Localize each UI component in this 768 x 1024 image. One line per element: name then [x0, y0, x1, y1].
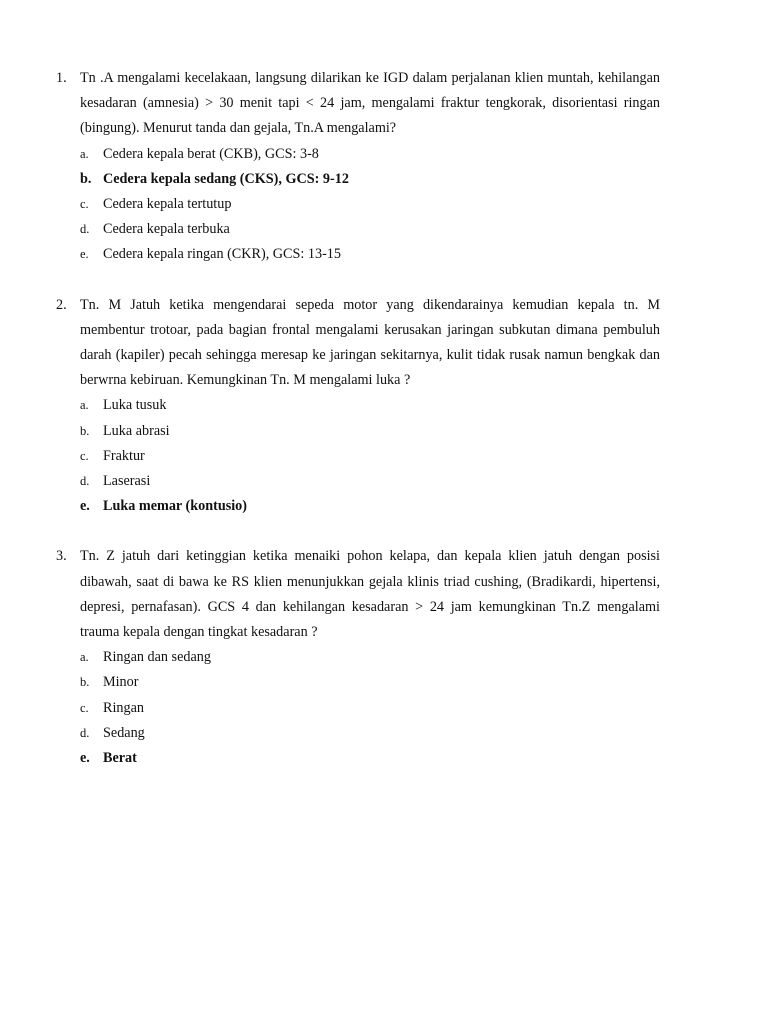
question-number: 3. — [56, 548, 67, 565]
question-2 — [56, 293, 660, 520]
option-text: Luka memar (kontusio) — [103, 498, 247, 515]
option-e — [80, 242, 660, 267]
question-stem — [56, 293, 660, 394]
question-number: 1. — [56, 70, 67, 86]
option-c — [80, 696, 660, 721]
option-text: Berat — [103, 750, 137, 767]
question-text: Tn. M Jatuh ketika mengendarai sepeda motor yang dikendarainya kemudian kepala tn. M membentur trotoar, pada bagian frontal mengalami kerusakan jaringan subkutan dimana pembuluh darah (kapiler) pecah sehingga meresap ke jaringan sekitarnya, kulit tidak rusak namun bengkak dan berwrna kebiruan. Kemungkinan Tn. M mengalami luka ? — [80, 296, 660, 389]
option-list — [56, 142, 660, 268]
option-letter: d. — [80, 474, 90, 489]
option-text: Cedera kepala berat (CKB), GCS: 3-8 — [103, 145, 319, 162]
option-letter: c. — [80, 197, 89, 212]
option-text: Sedang — [103, 724, 145, 741]
option-text: Minor — [103, 674, 139, 691]
question-stem — [56, 544, 660, 645]
option-letter: a. — [80, 146, 89, 161]
option-letter: a. — [80, 398, 89, 413]
option-d — [80, 721, 660, 746]
option-a — [80, 393, 660, 418]
option-e-correct — [80, 494, 660, 519]
option-text: Laserasi — [103, 473, 151, 490]
option-letter: c. — [80, 448, 89, 463]
option-letter: d. — [80, 222, 90, 237]
option-letter: e. — [80, 750, 90, 767]
option-text: Cedera kepala tertutup — [103, 196, 232, 213]
option-a — [80, 645, 660, 670]
option-text: Cedera kepala sedang (CKS), GCS: 9-12 — [103, 170, 349, 187]
option-text: Luka tusuk — [103, 397, 167, 414]
option-list — [56, 393, 660, 519]
option-e-correct — [80, 746, 660, 771]
option-letter: b. — [80, 170, 92, 187]
option-letter: d. — [80, 725, 90, 740]
option-text: Cedera kepala ringan (CKR), GCS: 13-15 — [103, 246, 341, 263]
option-d — [80, 217, 660, 242]
option-b — [80, 670, 660, 695]
option-text: Fraktur — [103, 447, 145, 464]
option-text: Ringan — [103, 699, 144, 716]
option-c — [80, 192, 660, 217]
question-number: 2. — [56, 296, 67, 313]
option-letter: b. — [80, 675, 90, 690]
option-b — [80, 419, 660, 444]
option-text: Ringan dan sedang — [103, 649, 211, 666]
option-a — [80, 142, 660, 167]
question-1 — [56, 66, 660, 268]
question-text: Tn .A mengalami kecelakaan, langsung dilarikan ke IGD dalam perjalanan klien muntah, kehilangan kesadaran (amnesia) > 30 menit tapi < 24 jam, mengalami fraktur tengkorak, disorientasi ringan (bingung). Menurut tanda dan gejala, Tn.A mengalami? — [80, 70, 660, 137]
option-letter: e. — [80, 247, 89, 262]
option-b-correct — [80, 167, 660, 192]
option-d — [80, 469, 660, 494]
option-text: Cedera kepala terbuka — [103, 221, 230, 238]
option-letter: b. — [80, 423, 90, 438]
option-letter: e. — [80, 498, 90, 515]
option-list — [56, 645, 660, 771]
question-stem — [56, 66, 660, 142]
option-letter: c. — [80, 700, 89, 715]
question-3 — [56, 544, 660, 771]
question-text: Tn. Z jatuh dari ketinggian ketika menaiki pohon kelapa, dan kepala klien jatuh dengan posisi dibawah, saat di bawa ke RS klien menunjukkan gejala klinis triad cushing, (Bradikardi, hipertensi, depresi, pernafasan). GCS 4 dan kehilangan kesadaran > 24 jam kemungkinan Tn.Z mengalami trauma kepala dengan tingkat kesadaran ? — [80, 548, 660, 641]
option-text: Luka abrasi — [103, 422, 170, 439]
option-c — [80, 444, 660, 469]
option-letter: a. — [80, 650, 89, 665]
